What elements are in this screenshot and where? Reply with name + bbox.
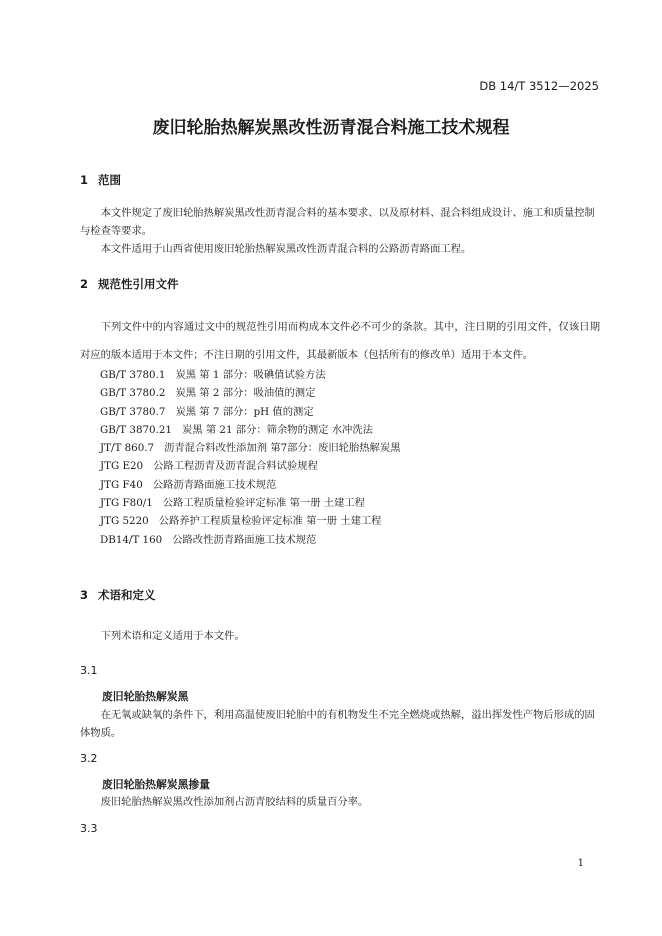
reference-code: GB/T 3780.7: [100, 405, 166, 418]
clause-number: 3.2: [80, 752, 98, 765]
reference-item: [100, 421, 400, 439]
reference-item: [100, 439, 400, 457]
reference-list: [100, 366, 400, 549]
section-number: 1: [80, 173, 89, 187]
reference-item: [100, 531, 400, 549]
reference-code: JTG F80/1: [100, 497, 153, 510]
reference-item: [100, 494, 400, 512]
reference-name: 炭黑 第 1 部分：吸碘值试验方法: [175, 369, 326, 381]
reference-code: GB/T 3780.2: [100, 387, 166, 400]
reference-code: GB/T 3870.21: [100, 423, 172, 436]
reference-item: [100, 403, 400, 421]
reference-name: 炭黑 第 2 部分：吸油值的测定: [175, 387, 316, 400]
document-title: 废旧轮胎热解炭黑改性沥青混合料施工技术规程: [152, 118, 510, 138]
reference-item: [100, 512, 400, 530]
reference-name: 公路工程沥青及沥青混合料试验规程: [153, 460, 318, 473]
page-number: 1: [577, 858, 584, 869]
reference-name: 炭黑 第 21 部分：筛余物的测定 水冲洗法: [181, 423, 373, 436]
term-definition: 在无氧或缺氧的条件下，利用高温使废旧轮胎中的有机物发生不完全燃烧或热解，溢出挥发性产物后形成的固体物质。: [80, 709, 595, 739]
clause-number: 3.1: [80, 664, 98, 677]
reference-name: 公路养护工程质量检验评定标准 第一册 土建工程: [158, 515, 382, 528]
reference-name: 公路工程质量检验评定标准 第一册 土建工程: [162, 497, 365, 510]
section-1-heading: [80, 172, 121, 188]
section-1-paragraph: 本文件规定了废旧轮胎热解炭黑改性沥青混合料的基本要求、以及原材料、混合料组成设计、施工和质量控制与检查等要求。: [80, 207, 595, 237]
section-3-heading: [80, 587, 156, 603]
term-title: 废旧轮胎热解炭黑掺量: [102, 778, 210, 791]
reference-name: 公路沥青路面施工技术规范: [152, 478, 277, 491]
reference-code: DB14/T 160: [100, 533, 163, 546]
reference-code: JT/T 860.7: [100, 442, 155, 455]
section-number: 3: [80, 588, 89, 602]
section-2-heading: [80, 276, 179, 292]
section-title: 规范性引用文件: [98, 277, 179, 291]
reference-code: JTG 5220: [100, 515, 149, 528]
section-title: 术语和定义: [98, 588, 156, 602]
reference-item: [100, 457, 400, 475]
reference-name: 沥青混合料改性添加剂 第7部分：废旧轮胎热解炭黑: [164, 442, 401, 455]
reference-code: GB/T 3780.1: [100, 369, 166, 381]
section-2-intro: 下列文件中的内容通过文中的规范性引用而构成本文件必不可少的条款。其中，注日期的引用文件，仅该日期对应的版本适用于本文件；不注日期的引用文件，其最新版本（包括所有的修改单）适用于本文件。: [80, 321, 600, 361]
reference-code: JTG F40: [100, 478, 143, 491]
section-3-intro: 下列术语和定义适用于本文件。: [100, 630, 245, 642]
term-title: 废旧轮胎热解炭黑: [102, 690, 189, 703]
standard-number: DB 14/T 3512—2025: [479, 79, 599, 93]
clause-number: 3.3: [80, 822, 98, 835]
reference-item: [100, 476, 400, 494]
reference-item: [100, 384, 400, 402]
reference-code: JTG E20: [100, 460, 144, 473]
reference-name: 公路改性沥青路面施工技术规范: [172, 533, 317, 546]
term-definition: 废旧轮胎热解炭黑改性添加剂占沥青胶结料的质量百分率。: [100, 796, 369, 808]
reference-name: 炭黑 第 7 部分：pH 值的测定: [175, 405, 314, 418]
reference-item: [100, 366, 400, 384]
section-1-paragraph: 本文件适用于山西省使用废旧轮胎热解炭黑改性沥青混合料的公路沥青路面工程。: [100, 243, 472, 255]
section-title: 范围: [98, 173, 121, 187]
section-number: 2: [80, 277, 89, 291]
